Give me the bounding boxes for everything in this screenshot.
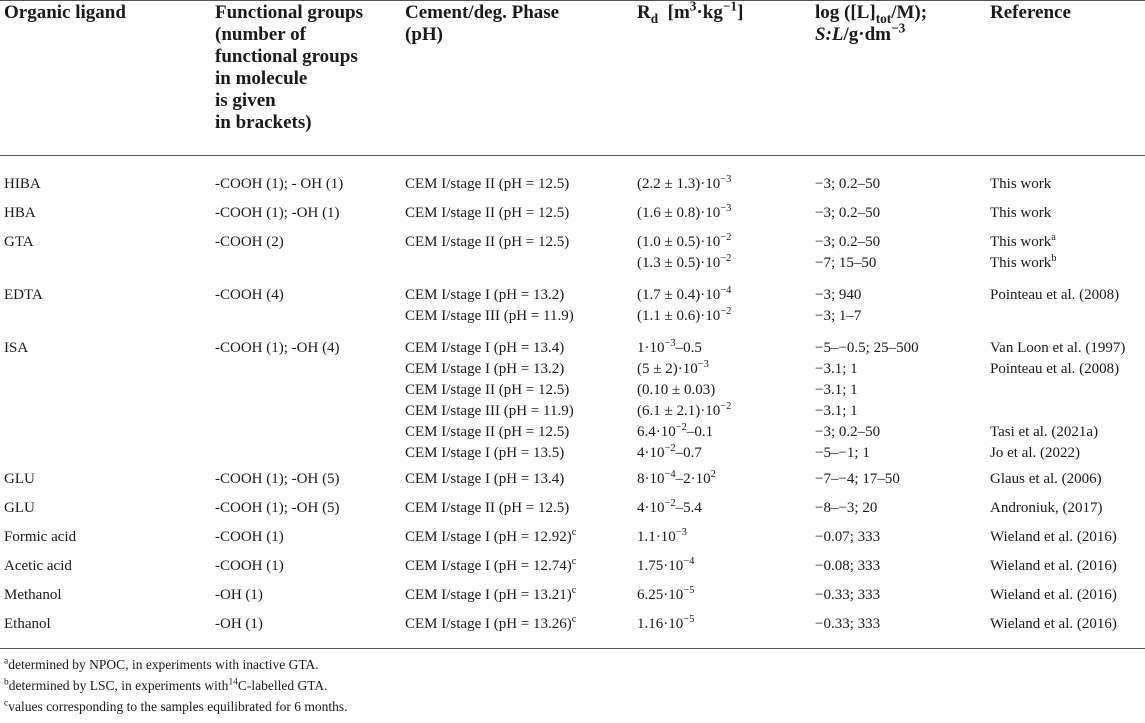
cell-rd: $(2.2 \pm 1.3)\cdot 10^{-3}$ — [637, 174, 732, 192]
cell-functional-groups: -COOH (1) — [215, 529, 284, 545]
cell-ligand: Acetic acid — [4, 558, 72, 574]
cell-reference: Wieland et al. (2016) — [990, 529, 1117, 545]
cell-rd: $1\cdot 10^{-3}-0.5$ $(5 \pm 2)\cdot 10^{-3}$ (0.10 ± 0.03) $(6.1 \pm 2.1)\cdot 10^{-2}$ $6.4\cdot 10^{-2}-0.1$ $4\cdot 10^{-2}-0.7$ — [637, 338, 732, 461]
cell-reference: This work — [990, 205, 1052, 221]
header-functional-groups: Functional groups (number of functional groups in molecule is given in brackets) — [215, 2, 363, 133]
cell-ligand: ISA — [4, 340, 29, 356]
cell-functional-groups: -COOH (1) — [215, 558, 284, 574]
cell-ligand: EDTA — [4, 287, 43, 303]
cell-log-sl: −0.08; 333 — [815, 558, 881, 574]
table-bottom-rule — [0, 648, 1145, 649]
cell-functional-groups: -COOH (1); -OH (1) — [215, 205, 340, 221]
table-top-rule — [0, 0, 1145, 1]
cell-functional-groups: -OH (1) — [215, 616, 263, 632]
cell-rd: $1.1\cdot 10^{-3}$ — [637, 527, 687, 545]
cell-log-sl: −3; 0.2–50 — [815, 176, 881, 192]
footnote-c: $^c$values corresponding to the samples equilibrated for 6 months. — [4, 698, 348, 714]
cell-cement-phase: CEM I/stage I (pH = 12.92)$^c$ — [405, 527, 577, 545]
cell-rd: $(1.7 \pm 0.4)\cdot 10^{-4}$ $(1.1 \pm 0.6)\cdot 10^{-2}$ — [637, 285, 732, 324]
cell-functional-groups: -COOH (4) — [215, 287, 284, 303]
cell-cement-phase: CEM I/stage I (pH = 12.74)$^c$ — [405, 556, 577, 574]
cell-rd: $1.75\cdot 10^{-4}$ — [637, 556, 695, 574]
cell-cement-phase: CEM I/stage I (pH = 13.4) CEM I/stage I (pH = 13.2) CEM I/stage II (pH = 12.5) CEM I/stage III (pH = 11.9) CEM I/stage II (pH = 12.5) CEM I/stage I (pH = 13.5) — [405, 340, 574, 461]
cell-rd: $1.16\cdot 10^{-5}$ — [637, 614, 695, 632]
cell-log-sl: −8–−3; 20 — [815, 500, 878, 516]
cell-ligand: HBA — [4, 205, 36, 221]
cell-ligand: Methanol — [4, 587, 62, 603]
header-reference: Reference — [990, 2, 1071, 23]
cell-log-sl: −0.33; 333 — [815, 616, 881, 632]
cell-rd: $(1.0 \pm 0.5)\cdot 10^{-2}$ $(1.3 \pm 0.5)\cdot 10^{-2}$ — [637, 232, 732, 271]
header-log-sl: $\log ([L]_{tot}/M)$; $S:L/g\cdot dm^{-3}$ — [815, 2, 928, 45]
cell-cement-phase: CEM I/stage II (pH = 12.5) — [405, 205, 570, 221]
cell-functional-groups: -COOH (1); -OH (5) — [215, 500, 340, 516]
cell-reference: Glaus et al. (2006) — [990, 471, 1102, 487]
cell-reference: Wieland et al. (2016) — [990, 616, 1117, 632]
cell-ligand: GLU — [4, 500, 35, 516]
cell-reference: Androniuk, (2017) — [990, 500, 1103, 516]
cell-ligand: HIBA — [4, 176, 41, 192]
cell-cement-phase: CEM I/stage II (pH = 12.5) — [405, 234, 570, 250]
cell-ligand: Ethanol — [4, 616, 51, 632]
cell-reference: Van Loon et al. (1997) Pointeau et al. (2008) Tasi et al. (2021a) Jo et al. (2022) — [990, 340, 1126, 461]
cell-cement-phase: CEM I/stage II (pH = 12.5) — [405, 176, 570, 192]
cell-ligand: GTA — [4, 234, 34, 250]
cell-functional-groups: -COOH (1); - OH (1) — [215, 176, 344, 192]
cell-functional-groups: -COOH (2) — [215, 234, 284, 250]
cell-log-sl: −3; 0.2–50 — [815, 205, 881, 221]
cell-log-sl: −5–−0.5; 25–500 −3.1; 1 −3.1; 1 −3.1; 1 −3; 0.2–50 −5–−1; 1 — [815, 340, 919, 461]
cell-rd: $(1.6 \pm 0.8)\cdot 10^{-3}$ — [637, 203, 732, 221]
header-cement-phase: Cement/deg. Phase (pH) — [405, 2, 560, 45]
cell-reference: This work$^a$ This work$^b$ — [990, 232, 1057, 271]
footnote-b: $^b$determined by LSC, in experiments with$^{14}$C-labelled GTA. — [4, 677, 328, 693]
cell-ligand: Formic acid — [4, 529, 77, 545]
header-organic-ligand: Organic ligand — [4, 2, 126, 23]
cell-cement-phase: CEM I/stage I (pH = 13.4) — [405, 471, 565, 487]
cell-reference: Wieland et al. (2016) — [990, 558, 1117, 574]
cell-cement-phase: CEM I/stage I (pH = 13.21)$^c$ — [405, 585, 577, 603]
cell-functional-groups: -COOH (1); -OH (5) — [215, 471, 340, 487]
cell-log-sl: −0.33; 333 — [815, 587, 881, 603]
header-rd: $R_d$ $[m^3\cdot kg^{-1}]$ — [637, 0, 744, 26]
cell-ligand: GLU — [4, 471, 35, 487]
cell-cement-phase: CEM I/stage I (pH = 13.26)$^c$ — [405, 614, 577, 632]
cell-reference: This work — [990, 176, 1052, 192]
table-header-rule — [0, 155, 1145, 156]
cell-log-sl: −0.07; 333 — [815, 529, 881, 545]
cell-reference: Pointeau et al. (2008) — [990, 287, 1120, 303]
cell-functional-groups: -COOH (1); -OH (4) — [215, 340, 340, 356]
cell-functional-groups: -OH (1) — [215, 587, 263, 603]
cell-rd: $4\cdot 10^{-2}-5.4$ — [637, 498, 702, 516]
cell-reference: Wieland et al. (2016) — [990, 587, 1117, 603]
cell-rd: $8\cdot 10^{-4}-2\cdot 10^2$ — [637, 469, 716, 487]
cell-cement-phase: CEM I/stage II (pH = 12.5) — [405, 500, 570, 516]
cell-cement-phase: CEM I/stage I (pH = 13.2) CEM I/stage III (pH = 11.9) — [405, 287, 574, 324]
cell-log-sl: −3; 0.2–50 −7; 15–50 — [815, 234, 881, 271]
cell-rd: $6.25\cdot 10^{-5}$ — [637, 585, 695, 603]
cell-log-sl: −7–−4; 17–50 — [815, 471, 900, 487]
footnote-a: $^a$determined by NPOC, in experiments with inactive GTA. — [4, 656, 319, 672]
cell-log-sl: −3; 940 −3; 1–7 — [815, 287, 862, 324]
